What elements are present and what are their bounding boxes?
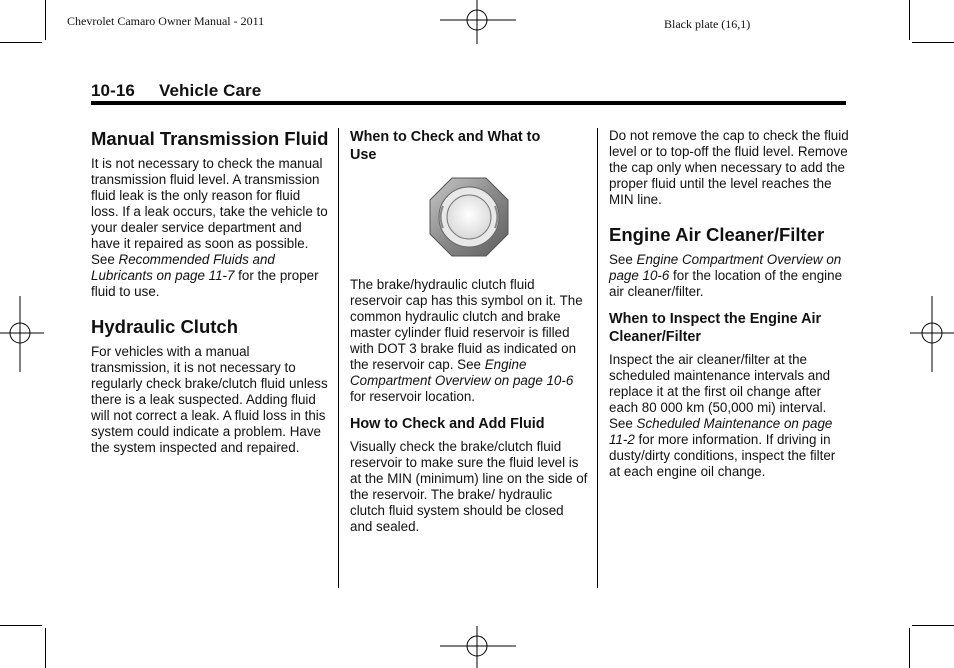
running-header <box>91 81 261 101</box>
cross-reference-link[interactable]: Recommended Fluids and Lubricants on page 11-7 <box>91 252 275 283</box>
header-rule <box>91 101 846 105</box>
cross-reference-link[interactable]: Scheduled Maintenance on page 11-2 <box>609 416 833 447</box>
paragraph-hydraulic-clutch: For vehicles with a manual transmission, it is not necessary to regularly check brake/clutch fluid unless there is a leak suspected. Adding fluid will not correct a leak. A fluid loss in this system could indicate a problem. Have the system inspected and repaired. <box>91 344 328 455</box>
cross-reference-link[interactable]: Engine Compartment Overview on page 10-6 <box>609 252 842 283</box>
registration-mark-right <box>910 296 954 372</box>
paragraph-reservoir-cap: The brake/hydraulic clutch fluid reservoir cap has this symbol on it. The common hydraulic clutch and brake master cylinder fluid reservoir is filled with DOT 3 brake fluid as indicated on the reservoir cap. See Engine Compartment Overview on page 10-6 for reservoir location. <box>350 277 583 404</box>
paragraph-manual-transmission: It is not necessary to check the manual transmission fluid level. A transmission fluid leak is the only reason for fluid loss. If a leak occurs, take the vehicle to your dealer service department and have it repaired as soon as possible. See Recommended Fluids and Lubricants on page 11-7 for the proper fluid to use. <box>91 156 328 299</box>
plate-title: Chevrolet Camaro Owner Manual - 2011 <box>67 14 265 28</box>
column-divider-2 <box>597 128 598 588</box>
heading-how-to-check: How to Check and Add Fluid <box>350 416 545 432</box>
column-3 <box>609 128 849 480</box>
column-1 <box>91 128 329 456</box>
paragraph-air-cleaner-location: See Engine Compartment Overview on page 10-6 for the location of the engine air cleaner/filter. <box>609 252 843 299</box>
paragraph-when-to-inspect: Inspect the air cleaner/filter at the scheduled maintenance intervals and replace it at the first oil change after each 80 000 km (50,000 mi) interval. See Scheduled Maintenance on page 11-2 for more information. If driving in dusty/dirty conditions, inspect the filter at each engine oil change. <box>609 352 836 479</box>
plate-id: Black plate (16,1) <box>664 17 751 31</box>
column-2 <box>350 128 588 535</box>
brake-fluid-cap-symbol-icon <box>350 172 588 270</box>
heading-hydraulic-clutch: Hydraulic Clutch <box>91 316 238 337</box>
heading-manual-transmission-fluid: Manual Transmission Fluid <box>91 128 329 149</box>
heading-when-to-check: When to Check and What to Use <box>350 129 541 163</box>
registration-mark-bottom <box>440 626 516 668</box>
paragraph-how-to-check: Visually check the brake/clutch fluid reservoir to make sure the fluid level is at the MIN (minimum) line on the side of the reservoir. The brake/ hydraulic clutch fluid system should be closed and sealed. <box>350 439 588 534</box>
registration-mark-top <box>440 0 516 44</box>
registration-mark-left <box>0 296 44 372</box>
page-number: 10-16 <box>91 81 135 100</box>
cross-reference-link[interactable]: Engine Compartment Overview on page 10-6 <box>350 357 574 388</box>
section-title: Vehicle Care <box>158 81 262 100</box>
heading-when-to-inspect: When to Inspect the Engine Air Cleaner/Filter <box>609 311 822 345</box>
column-divider-1 <box>338 128 339 588</box>
paragraph-cap-removal: Do not remove the cap to check the fluid level or to top-off the fluid level. Remove the cap only when necessary to add the proper fluid until the level reaches the MIN line. <box>609 128 849 207</box>
heading-engine-air-cleaner: Engine Air Cleaner/Filter <box>609 224 825 245</box>
